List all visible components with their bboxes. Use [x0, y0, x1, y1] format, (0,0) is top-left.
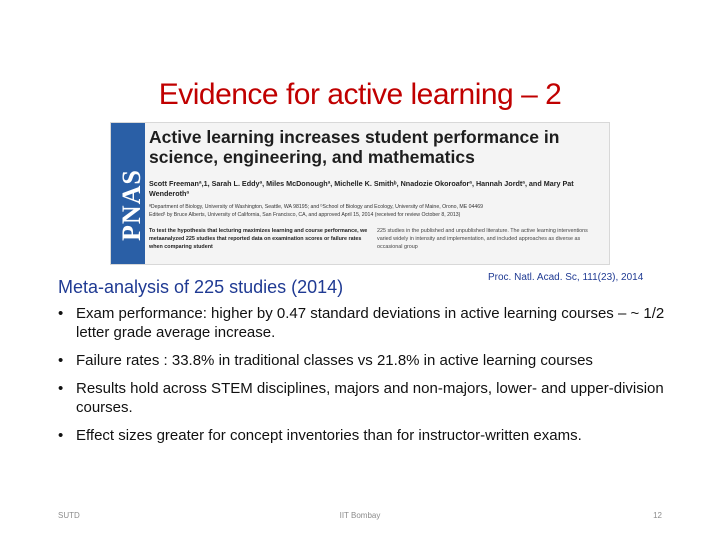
slide-title: Evidence for active learning – 2	[158, 78, 562, 111]
footer-page-number: 12	[653, 511, 662, 520]
bullet-item	[58, 426, 698, 445]
bullet-icon: •	[58, 305, 64, 322]
bullet-icon: •	[58, 380, 64, 397]
paper-affiliations: ªDepartment of Biology, University of Washington, Seattle, WA 98195; and ᵇSchool of Biology and Ecology, University of Maine, Orono, ME 04469 Edited¹ by Bruce Alberts, University of California, San Francisco, CA, and approved April 15, 2014 (received for review October 8, 2013)	[149, 204, 484, 218]
citation: Proc. Natl. Acad. Sc, 111(23), 2014	[488, 272, 644, 283]
bullet-item	[58, 304, 698, 342]
paper-abstract-right: 225 studies in the published and unpublished literature. The active learning interventions varied widely in intensity and implementation, and included approaches as diverse as occasional group	[377, 228, 588, 250]
footer-center: IIT Bombay	[339, 511, 381, 520]
meta-analysis-label: Meta-analysis of 225 studies (2014)	[58, 277, 344, 297]
paper-abstract-left: To test the hypothesis that lecturing maximizes learning and course performance, we metaanalyzed 225 studies that reported data on examination scores or failure rates when comparing student	[149, 228, 368, 250]
paper-header-image	[110, 122, 610, 265]
paper-title: Active learning increases student performance in science, engineering, and mathematics	[149, 127, 560, 167]
bullet-text: Exam performance: higher by 0.47 standard deviations in active learning courses – ~ 1/2 letter grade average increase.	[76, 305, 665, 341]
bullet-icon: •	[58, 427, 64, 444]
bullet-text: Results hold across STEM disciplines, majors and non-majors, lower- and upper-division courses.	[76, 380, 664, 416]
bullet-item	[58, 351, 698, 370]
footer-left: SUTD	[58, 511, 80, 520]
bullet-item	[58, 379, 698, 417]
journal-band	[111, 123, 145, 265]
bullet-icon: •	[58, 352, 64, 369]
paper-authors: Scott Freemanª,1, Sarah L. Eddyª, Miles McDonoughª, Michelle K. Smithᵇ, Nnadozie Okoroaforª, Hannah Jordtª, and Mary Pat Wenderothª	[149, 179, 574, 198]
bullet-text: Failure rates : 33.8% in traditional classes vs 21.8% in active learning courses	[76, 352, 593, 369]
journal-logo: PNAS	[117, 169, 146, 241]
bullet-text: Effect sizes greater for concept inventories than for instructor-written exams.	[76, 427, 582, 444]
bullet-list	[58, 304, 698, 454]
